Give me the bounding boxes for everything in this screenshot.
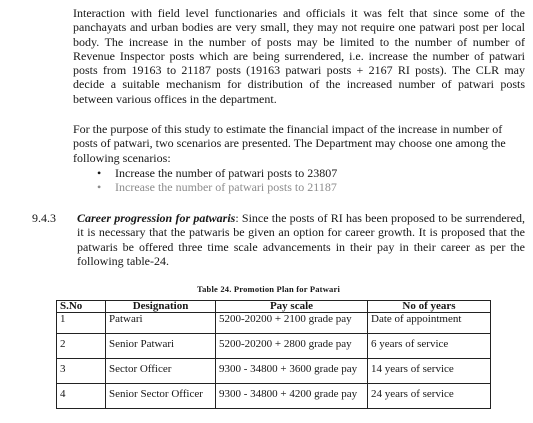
bullet-icon: •	[97, 180, 102, 194]
table-row	[57, 359, 491, 384]
scenario-text: Increase the number of patwari posts to 21187	[115, 180, 337, 194]
cell-years: 24 years of service	[368, 384, 491, 409]
cell-years: 14 years of service	[368, 359, 491, 384]
table-header-row	[57, 301, 491, 313]
cell-sno: 2	[57, 334, 106, 359]
table-row	[57, 384, 491, 409]
cell-pay-scale: 9300 - 34800 + 3600 grade pay	[216, 359, 368, 384]
cell-designation: Sector Officer	[106, 359, 216, 384]
cell-designation: Senior Sector Officer	[106, 384, 216, 409]
cell-pay-scale: 9300 - 34800 + 4200 grade pay	[216, 384, 368, 409]
table-row	[57, 334, 491, 359]
scenario-list	[97, 166, 517, 194]
cell-designation: Senior Patwari	[106, 334, 216, 359]
cell-pay-scale: 5200-20200 + 2800 grade pay	[216, 334, 368, 359]
header-designation: Designation	[106, 301, 216, 313]
cell-years: Date of appointment	[368, 313, 491, 334]
paragraph-patwari-posts: Interaction with field level functionaries and officials it was felt that since some of the panchayats and urban bodies are very small, they may not require one patwari post per local body. The increase in the number of posts may be limited to the number of number of Revenue Inspector posts which are being surrendered, i.e. increase the number of patwari posts from 19163 to 21187 posts (19163 patwari posts + 2167 RI posts). The CLR may decide a suitable mechanism for distribution of the increased number of patwari posts between various offices in the department.	[73, 6, 525, 106]
list-item	[97, 166, 517, 180]
scenario-text: Increase the number of patwari posts to 23807	[115, 166, 338, 180]
cell-pay-scale: 5200-20200 + 2100 grade pay	[216, 313, 368, 334]
section-body: : Since the posts of RI has been proposed to be surrendered, it is necessary that the patwaris be given an option for career growth. It is proposed that the patwaris be offered three time scale advancements in their pay in their career as per the following table-24.	[77, 211, 525, 268]
table-row	[57, 313, 491, 334]
paragraph-scenarios: For the purpose of this study to estimate the financial impact of the increase in number of posts of patwari, two scenarios are presented. The Department may choose one among the following scenarios:	[73, 122, 506, 165]
cell-years: 6 years of service	[368, 334, 491, 359]
cell-sno: 4	[57, 384, 106, 409]
table-caption: Table 24. Promotion Plan for Patwari	[197, 284, 341, 294]
cell-sno: 1	[57, 313, 106, 334]
section-heading: Career progression for patwaris	[77, 211, 236, 225]
header-no-of-years: No of years	[368, 301, 491, 313]
promotion-plan-table	[56, 300, 491, 409]
section-number: 9.4.3	[32, 211, 56, 225]
cell-designation: Patwari	[106, 313, 216, 334]
header-sno: S.No	[57, 301, 106, 313]
cell-sno: 3	[57, 359, 106, 384]
list-item	[97, 180, 517, 194]
section-career-progression	[77, 211, 525, 268]
header-pay-scale: Pay scale	[216, 301, 368, 313]
bullet-icon: •	[97, 166, 102, 180]
